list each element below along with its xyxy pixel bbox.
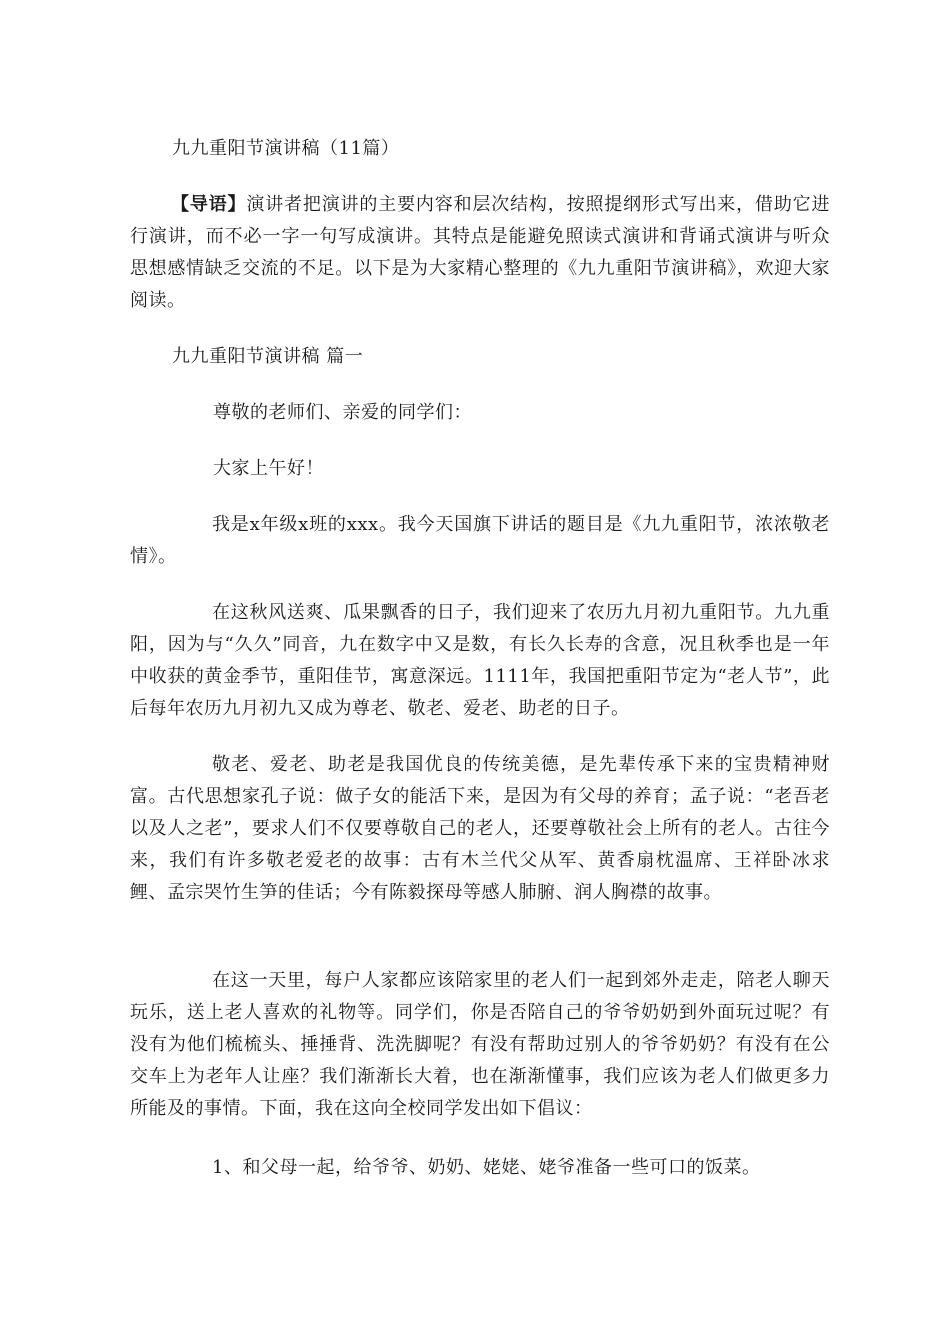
intro-tag: 【导语】 (171, 194, 247, 215)
intro-paragraph (130, 189, 830, 317)
greeting-audience: 尊敬的老师们、亲爱的同学们： (213, 402, 472, 423)
speech-paragraph-1: 我是x年级x班的xxx。我今天国旗下讲话的题目是《九九重阳节，浓浓敬老情》。 (130, 514, 830, 567)
speech-paragraph-4: 在这一天里，每户人家都应该陪家里的老人们一起到郊外走走，陪老人聊天玩乐，送上老人喜欢的礼物等。同学们，你是否陪自己的爷爷奶奶到外面玩过呢？有没有为他们梳梳头、捶捶背、洗洗脚呢？有没有帮助过别人的爷爷奶奶？有没有在公交车上为老年人让座？我们渐渐长大着，也在渐渐懂事，我们应该为老人们做更多力所能及的事情。下面，我在这向全校同学发出如下倡议： (130, 970, 830, 1119)
speech-paragraph-2: 在这秋风送爽、瓜果飘香的日子，我们迎来了农历九月初九重阳节。九九重阳，因为与“久久”同音，九在数字中又是数，有长久长寿的含意，况且秋季也是一年中收获的黄金季节，重阳佳节，寓意深远。1111年，我国把重阳节定为“老人节”，此后每年农历九月初九又成为尊老、敬老、爱老、助老的日子。 (130, 602, 830, 719)
proposal-item-1: 1、和父母一起，给爷爷、奶奶、姥姥、姥爷准备一些可口的饭菜。 (212, 1157, 761, 1178)
intro-text: 演讲者把演讲的主要内容和层次结构，按照提纲形式写出来，借助它进行演讲，而不必一字一句写成演讲。其特点是能避免照读式演讲和背诵式演讲与听众思想感情缺乏交流的不足。以下是为大家精心整理的《九九重阳节演讲稿》，欢迎大家阅读。 (130, 194, 831, 311)
greeting-morning: 大家上午好！ (213, 458, 324, 479)
document-title: 九九重阳节演讲稿（11篇） (172, 138, 400, 159)
section-heading: 九九重阳节演讲稿 篇一 (172, 346, 364, 367)
speech-paragraph-3: 敬老、爱老、助老是我国优良的传统美德，是先辈传承下来的宝贵精神财富。古代思想家孔子说：做子女的能活下来，是因为有父母的养育；孟子说：“老吾老以及人之老”，要求人们不仅要尊敬自己的老人，还要尊敬社会上所有的老人。古往今来，我们有许多敬老爱老的故事：古有木兰代父从军、黄香扇枕温席、王祥卧冰求鲤、孟宗哭竹生笋的佳话；今有陈毅探母等感人肺腑、润人胸襟的故事。 (130, 754, 830, 903)
